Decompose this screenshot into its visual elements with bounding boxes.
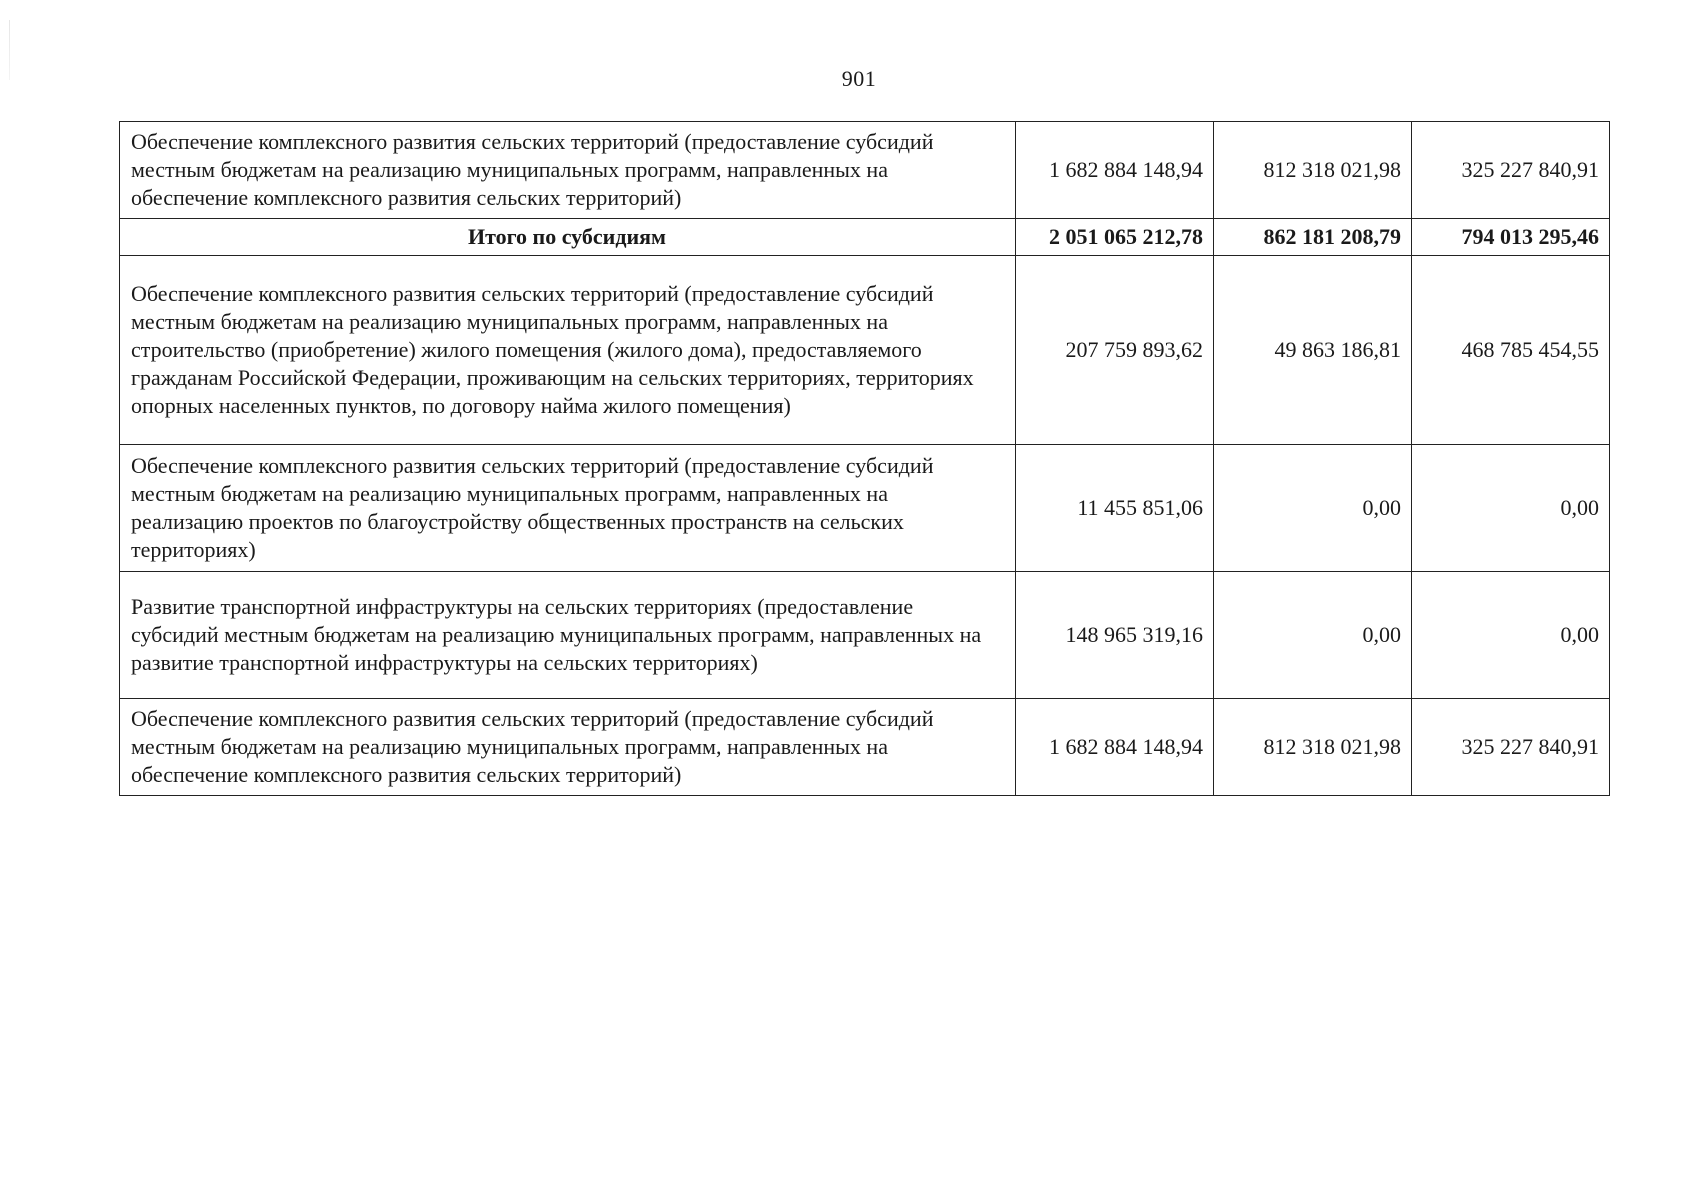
row-value-1: 207 759 893,62	[1016, 256, 1214, 445]
total-value-3: 794 013 295,46	[1412, 219, 1610, 256]
table-row	[120, 445, 1610, 572]
row-value-3: 0,00	[1412, 445, 1610, 572]
row-value-1: 11 455 851,06	[1016, 445, 1214, 572]
row-value-1: 148 965 319,16	[1016, 572, 1214, 699]
row-name: Обеспечение комплексного развития сельских территорий (предоставление субсидий местным бюджетам на реализацию муниципальных программ, направленных на обеспечение комплексного развития сельских территорий)	[120, 122, 1016, 219]
page-number: 901	[841, 66, 877, 91]
row-value-2: 812 318 021,98	[1214, 699, 1412, 796]
row-name: Обеспечение комплексного развития сельских территорий (предоставление субсидий местным бюджетам на реализацию муниципальных программ, направленных на строительство (приобретение) жилого помещения (жилого дома), предоставляемого гражданам Российской Федерации, проживающим на сельских территориях, территориях опорных населенных пунктов, по договору найма жилого помещения)	[120, 256, 1016, 445]
row-name: Обеспечение комплексного развития сельских территорий (предоставление субсидий местным бюджетам на реализацию муниципальных программ, направленных на реализацию проектов по благоустройству общественных пространств на сельских территориях)	[120, 445, 1016, 572]
row-value-2: 0,00	[1214, 445, 1412, 572]
row-value-2: 49 863 186,81	[1214, 256, 1412, 445]
total-label: Итого по субсидиям	[120, 219, 1016, 256]
table-row	[120, 256, 1610, 445]
total-value-2: 862 181 208,79	[1214, 219, 1412, 256]
row-value-3: 325 227 840,91	[1412, 122, 1610, 219]
total-value-1: 2 051 065 212,78	[1016, 219, 1214, 256]
table-row	[120, 699, 1610, 796]
row-value-3: 325 227 840,91	[1412, 699, 1610, 796]
subsidy-table	[119, 121, 1610, 796]
row-value-1: 1 682 884 148,94	[1016, 122, 1214, 219]
row-value-2: 812 318 021,98	[1214, 122, 1412, 219]
row-value-3: 468 785 454,55	[1412, 256, 1610, 445]
row-value-2: 0,00	[1214, 572, 1412, 699]
row-name: Развитие транспортной инфраструктуры на сельских территориях (предоставление субсидий местным бюджетам на реализацию муниципальных программ, направленных на развитие транспортной инфраструктуры на сельских территориях)	[120, 572, 1016, 699]
row-name: Обеспечение комплексного развития сельских территорий (предоставление субсидий местным бюджетам на реализацию муниципальных программ, направленных на обеспечение комплексного развития сельских территорий)	[120, 699, 1016, 796]
row-value-3: 0,00	[1412, 572, 1610, 699]
row-value-1: 1 682 884 148,94	[1016, 699, 1214, 796]
total-row	[120, 219, 1610, 256]
table-row	[120, 122, 1610, 219]
table-row	[120, 572, 1610, 699]
